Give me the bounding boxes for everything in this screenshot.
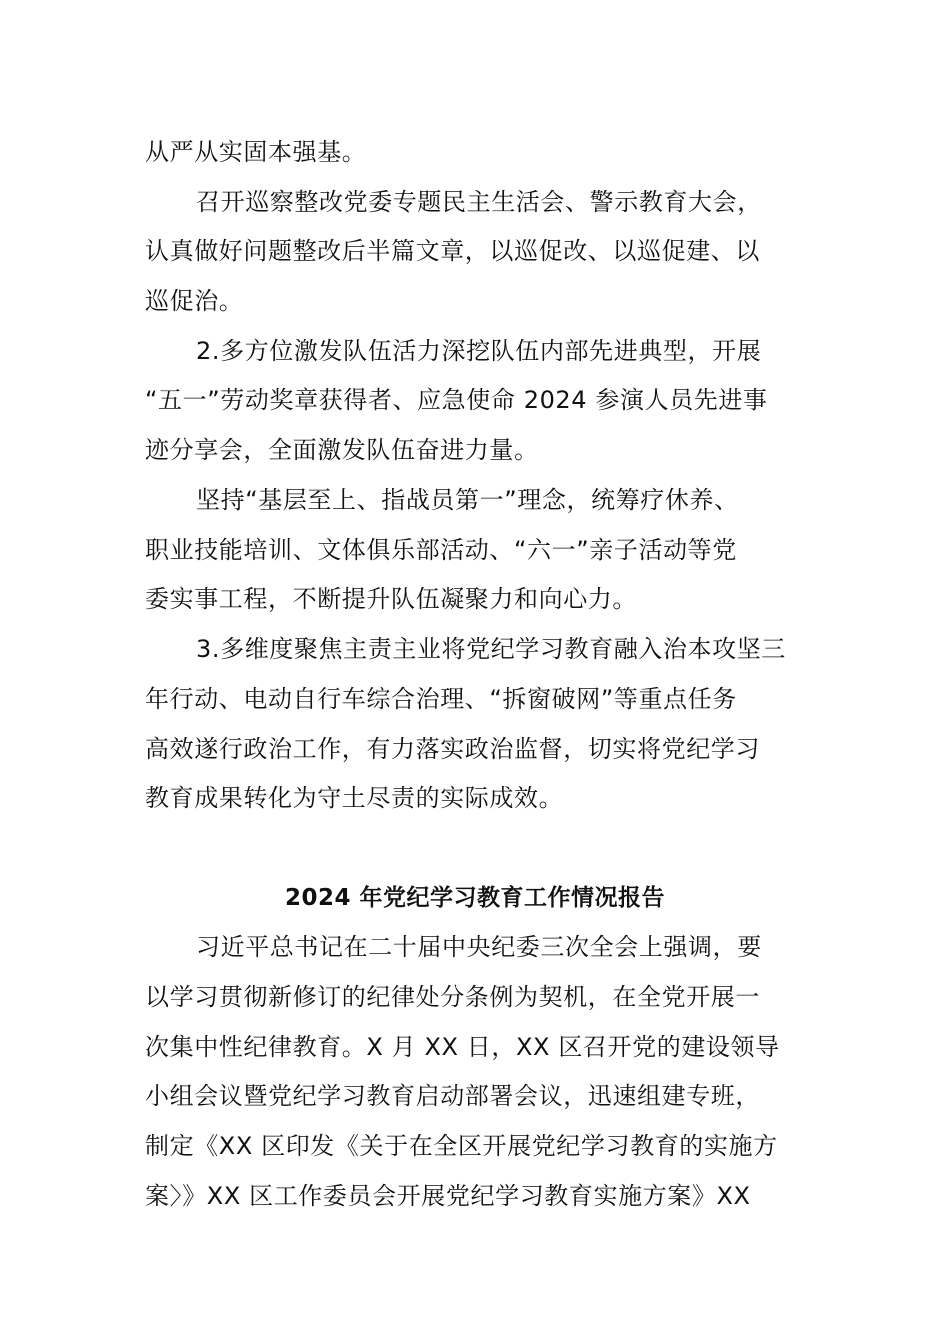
section-title: 2024 年党纪学习教育工作情况报告 <box>284 885 666 911</box>
paragraph-line: 制定《XX 区印发《关于在全区开展党纪学习教育的实施方 <box>145 1132 778 1160</box>
paragraph-line: 召开巡察整改党委专题民主生活会、警示教育大会， <box>196 188 762 216</box>
paragraph-line: 坚持“基层至上、指战员第一”理念，统筹疗休养、 <box>196 486 739 514</box>
paragraph-line: 认真做好问题整改后半篇文章，以巡促改、以巡促建、以 <box>145 237 760 265</box>
paragraph-line: 年行动、电动自行车综合治理、“拆窗破网”等重点任务 <box>145 685 737 713</box>
paragraph-line: 3.多维度聚焦主责主业将党纪学习教育融入治本攻坚三 <box>196 635 786 663</box>
paragraph-line: 高效遂行政治工作，有力落实政治监督，切实将党纪学习 <box>145 735 760 763</box>
paragraph-line: 以学习贯彻新修订的纪律处分条例为契机，在全党开展一 <box>145 983 760 1011</box>
paragraph-line: 从严从实固本强基。 <box>145 138 367 166</box>
paragraph-line: 迹分享会，全面激发队伍奋进力量。 <box>145 436 539 464</box>
paragraph-line: “五一”劳动奖章获得者、应急使命 2024 参演人员先进事 <box>145 386 768 414</box>
paragraph-line: 小组会议暨党纪学习教育启动部署会议，迅速组建专班， <box>145 1082 760 1110</box>
paragraph-line: 2.多方位激发队伍活力深挖队伍内部先进典型，开展 <box>196 337 762 365</box>
paragraph-line: 职业技能培训、文体俱乐部活动、“六一”亲子活动等党 <box>145 536 737 564</box>
paragraph-line: 习近平总书记在二十届中央纪委三次全会上强调，要 <box>196 933 762 961</box>
paragraph-line: 教育成果转化为守土尽责的实际成效。 <box>145 784 564 812</box>
paragraph-line: 委实事工程，不断提升队伍凝聚力和向心力。 <box>145 585 637 613</box>
paragraph-line: 巡促治。 <box>145 287 244 315</box>
paragraph-line: 次集中性纪律教育。X 月 XX 日，XX 区召开党的建设领导 <box>145 1033 780 1061</box>
paragraph-line: 案〉》XX 区工作委员会开展党纪学习教育实施方案》XX <box>145 1182 751 1210</box>
